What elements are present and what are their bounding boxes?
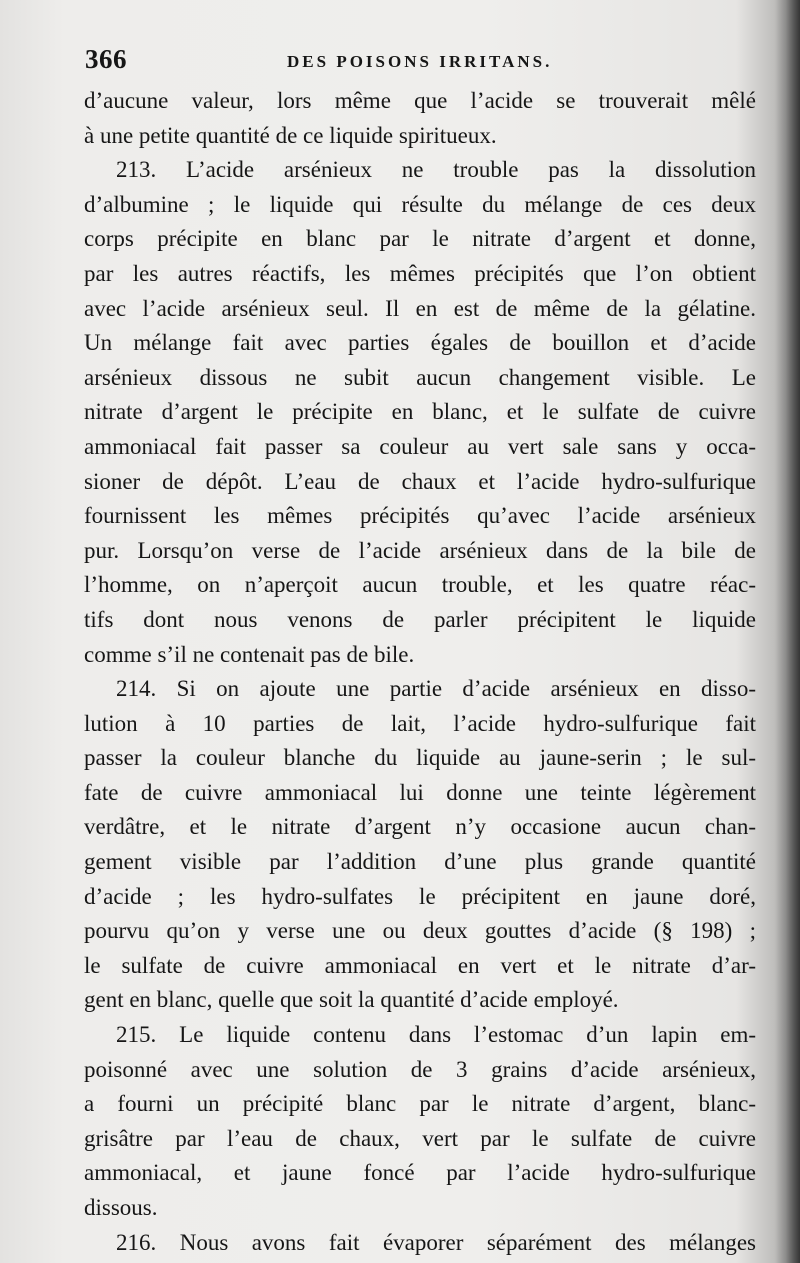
text-line: corps précipite en blanc par le nitrate d’argent et donne, [84,226,756,252]
text-line: tifs dont nous venons de parler précipitent le liquide [84,606,756,632]
text-line: avec l’acide arsénieux seul. Il en est de même de la gélatine. [84,295,756,321]
text-line: d’acide ; les hydro-sulfates le précipitent en jaune doré, [84,883,756,909]
text-line: pur. Lorsqu’on verse de l’acide arsénieux dans de la bile de [84,537,756,563]
text-line: par les autres réactifs, les mêmes précipités que l’on obtient [84,260,756,286]
text-line: Un mélange fait avec parties égales de bouillon et d’acide [84,330,756,356]
text-line: l’homme, on n’aperçoit aucun trouble, et les quatre réac- [84,572,756,598]
text-line: ammoniacal fait passer sa couleur au vert sale sans y occa- [84,433,756,459]
text-line: grisâtre par l’eau de chaux, vert par le sulfate de cuivre [84,1125,756,1151]
paragraph-213-start: 213. L’acide arsénieux ne trouble pas la dissolution [116,157,756,183]
text-line: le sulfate de cuivre ammoniacal en vert et le nitrate d’ar- [84,952,756,978]
text-line: à une petite quantité de ce liquide spiritueux. [84,122,497,148]
text-line: nitrate d’argent le précipite en blanc, et le sulfate de cuivre [84,399,756,425]
text-line: ammoniacal, et jaune foncé par l’acide hydro-sulfurique [84,1160,756,1186]
text-line: gement visible par l’addition d’une plus grande quantité [84,849,756,875]
text-line: d’aucune valeur, lors même que l’acide se trouverait mêlé [84,88,756,113]
paragraph-214-start: 214. Si on ajoute une partie d’acide arsénieux en disso- [116,676,756,702]
text-line: gent en blanc, quelle que soit la quantité d’acide employé. [84,987,619,1013]
body-text [84,84,756,1260]
text-line: d’albumine ; le liquide qui résulte du mélange de ces deux [84,191,756,217]
text-line: arsénieux dissous ne subit aucun changement visible. Le [84,364,756,390]
paragraph-216-start: 216. Nous avons fait évaporer séparément des mélanges [116,1229,756,1255]
text-line: fournissent les mêmes précipités qu’avec l’acide arsénieux [84,503,756,529]
running-head: DES POISONS IRRITANS. [287,52,553,71]
text-line: comme s’il ne contenait pas de bile. [84,641,415,667]
text-line: dissous. [84,1195,158,1220]
text-line: verdâtre, et le nitrate d’argent n’y occasione aucun chan- [84,814,756,840]
page-header [85,44,685,84]
text-line: sioner de dépôt. L’eau de chaux et l’acide hydro-sulfurique [84,468,756,494]
text-line: passer la couleur blanche du liquide au jaune-serin ; le sul- [84,745,756,771]
text-line: a fourni un précipité blanc par le nitrate d’argent, blanc- [84,1091,756,1117]
text-line: fate de cuivre ammoniacal lui donne une teinte légèrement [84,779,756,805]
text-line: lution à 10 parties de lait, l’acide hydro-sulfurique fait [84,710,756,736]
text-line: pourvu qu’on y verse une ou deux gouttes d’acide (§ 198) ; [84,918,756,944]
text-line: poisonné avec une solution de 3 grains d’acide arsénieux, [84,1056,756,1082]
page-edge-shadow [774,0,800,1263]
paragraph-215-start: 215. Le liquide contenu dans l’estomac d’un lapin em- [116,1022,756,1048]
page-number: 366 [85,44,127,74]
